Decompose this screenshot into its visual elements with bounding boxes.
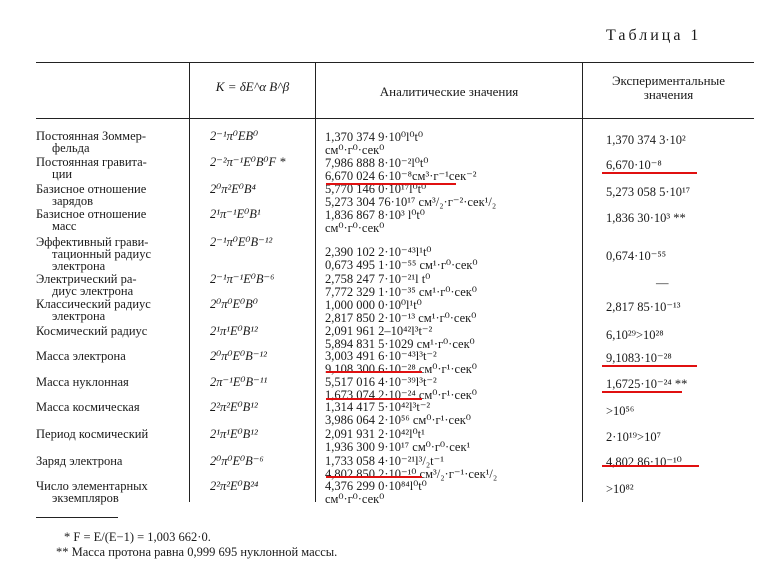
row-name: [36, 480, 186, 504]
footnote-rule: [36, 517, 118, 518]
underline-nucleon-mass-analytic: [326, 398, 422, 400]
row-formula: 2²π²E⁰B²⁴: [210, 479, 259, 493]
row-formula: 2⁻¹π⁰E⁰B⁻¹²: [210, 235, 273, 249]
row-analytic-value: 2,758 247 7·10⁻²¹l t⁰: [325, 272, 431, 286]
row-analytic-value: 2,091 961 2–10⁴²l³t⁻²: [325, 324, 433, 338]
row-analytic-value: 0,673 495 1·10⁻⁵⁵ см¹·г⁰·сек⁰: [325, 257, 478, 272]
row-name: [36, 455, 186, 467]
row-experimental-value: 9,1083·10⁻²⁸: [606, 351, 672, 365]
row-analytic-value: 1,314 417 5·10⁴²l³t⁻²: [325, 400, 431, 414]
header-experimental-line2: значения: [643, 87, 694, 102]
underline-charge-exp: [602, 465, 699, 467]
row-analytic-value: 3,986 064 2·10⁵⁶ см⁰·г¹·сек⁰: [325, 412, 471, 427]
row-experimental-value: 2,817 85·10⁻¹³: [606, 300, 681, 314]
row-analytic-value: 6,670 024 6·10⁻⁸см³·г⁻¹сек⁻²: [325, 168, 477, 183]
row-name: [36, 156, 186, 180]
row-analytic-value: 2,817 850 2·10⁻¹³ см¹·г⁰·сек⁰: [325, 310, 477, 325]
row-analytic-value: 3,003 491 6·10⁻⁴³l³t⁻²: [325, 349, 437, 363]
row-name-line: Постоянная Зоммер-: [36, 129, 147, 143]
row-experimental-value: 5,273 058 5·10¹⁷: [606, 185, 691, 199]
row-formula: 2π⁻¹E⁰B⁻¹¹: [210, 375, 268, 389]
row-formula: 2⁻¹π⁻¹E⁰B⁻⁶: [210, 272, 275, 286]
header-formula-text: K = δE^α B^β: [215, 79, 290, 94]
row-formula: 2⁻¹π⁰EB⁰: [210, 129, 259, 143]
header-experimental-line1: Экспериментальные: [611, 73, 726, 88]
row-name: [36, 428, 186, 440]
row-experimental-value: >10⁵⁶: [606, 404, 635, 418]
row-analytic-value: см⁰·г⁰·сек⁰: [325, 142, 385, 157]
row-analytic-value: 1,000 000 0·10⁰l¹t⁰: [325, 298, 422, 312]
row-name-line: масс: [52, 219, 77, 233]
row-name-line: Классический радиус: [36, 297, 151, 311]
row-formula: 2⁻²π⁻¹E⁰B⁰F *: [210, 155, 286, 169]
row-formula: 2¹π⁻¹E⁰B¹: [210, 207, 261, 221]
underline-electron-mass-analytic: [326, 371, 422, 373]
row-experimental-value: 6,10²⁹>10²⁸: [606, 328, 664, 342]
row-name-line: Период космический: [36, 427, 149, 441]
underline-grav-exp: [602, 172, 697, 174]
header-analytic: Аналитические значения: [379, 84, 519, 99]
row-name: [36, 236, 186, 272]
row-name-line: Электрический ра-: [36, 272, 137, 286]
row-experimental-value: 6,670·10⁻⁸: [606, 158, 662, 172]
row-name: [36, 325, 186, 337]
row-name-line: экземпляров: [52, 491, 119, 505]
row-name-line: Масса космическая: [36, 400, 140, 414]
row-name: [36, 401, 186, 413]
row-analytic-value: 1,936 300 9·10¹⁷ см⁰·г⁰·сек¹: [325, 439, 471, 454]
row-name: [36, 183, 186, 207]
row-experimental-value: >10⁸²: [606, 482, 634, 496]
row-formula: 2¹π¹E⁰B¹²: [210, 427, 258, 441]
row-experimental-value: 1,370 374 3·10²: [606, 133, 686, 147]
row-name: [36, 350, 186, 362]
row-name-line: Космический радиус: [36, 324, 148, 338]
footnote-1: * F = E/(E−1) = 1,003 662·0.: [64, 530, 211, 544]
row-name-line: зарядов: [52, 194, 93, 208]
row-experimental-value: 1,6725·10⁻²⁴ **: [606, 377, 688, 391]
row-experimental-value: —: [656, 276, 669, 290]
header-bottom-rule: [36, 118, 754, 119]
footnote-2: ** Масса протона равна 0,999 695 нуклонной массы.: [56, 545, 338, 559]
row-analytic-value: 2,390 102 2·10⁻⁴³l¹t⁰: [325, 245, 432, 259]
underline-grav-analytic: [326, 183, 456, 185]
row-name: [36, 130, 186, 154]
underline-charge-analytic: [326, 476, 422, 478]
row-name-line: Число элементарных: [36, 479, 148, 493]
row-name-line: электрона: [52, 259, 106, 273]
row-analytic-value: 4,802 850 2·10⁻¹⁰ см³/₂·г⁻¹·сек¹/₂: [325, 466, 498, 481]
row-analytic-value: 5,770 146 0·10¹⁷l⁰t⁰: [325, 182, 427, 196]
row-analytic-value: 4,376 299 0·10⁸⁴l⁰t⁰: [325, 479, 427, 493]
row-analytic-value: 9,108 300 6·10⁻²⁸ см⁰·г¹·сек⁰: [325, 361, 477, 376]
row-analytic-value: см⁰·г⁰·сек⁰: [325, 220, 385, 235]
header-formula: [190, 80, 315, 94]
row-name-line: Базисное отношение: [36, 207, 147, 221]
row-name-line: ции: [52, 167, 73, 181]
row-formula: 2⁰π⁰E⁰B⁻⁶: [210, 454, 264, 468]
table-top-rule: [36, 62, 754, 63]
column-divider-1: [189, 62, 190, 502]
row-name-line: Масса электрона: [36, 349, 126, 363]
row-name-line: диус электрона: [52, 284, 134, 298]
row-analytic-value: 5,273 304 76·10¹⁷ см³/₂·г⁻²·сек¹/₂: [325, 194, 497, 209]
row-analytic-value: 5,894 831 5·1029 см¹·г⁰·сек⁰: [325, 336, 475, 351]
row-experimental-value: 1,836 30·10³ **: [606, 211, 686, 225]
row-analytic-value: см⁰·г⁰·сек⁰: [325, 491, 385, 506]
row-name: [36, 273, 186, 297]
row-experimental-value: 4,802 86·10⁻¹⁰: [606, 455, 682, 469]
row-formula: 2⁰π⁰E⁰B⁰: [210, 297, 258, 311]
row-name-line: электрона: [52, 309, 106, 323]
row-name: [36, 298, 186, 322]
row-formula: 2⁰π⁰E⁰B⁻¹²: [210, 349, 267, 363]
row-experimental-value: 2·10¹⁹>10⁷: [606, 430, 661, 444]
column-divider-3: [582, 62, 583, 502]
row-name-line: тационный радиус: [52, 247, 152, 261]
header-experimental: [583, 74, 754, 102]
row-analytic-value: 1,370 374 9·10⁰l⁰t⁰: [325, 130, 424, 144]
row-name: [36, 208, 186, 232]
underline-electron-mass-exp: [602, 365, 697, 367]
row-analytic-value: 1,733 058 4·10⁻²¹l³/₂t⁻¹: [325, 454, 445, 468]
column-divider-2: [315, 62, 316, 502]
row-analytic-value: 1,673 074 2·10⁻²⁴ см⁰·г¹·сек⁰: [325, 387, 477, 402]
row-analytic-value: 7,772 329 1·10⁻³⁵ см¹·г⁰·сек⁰: [325, 284, 477, 299]
row-formula: 2⁰π²E⁰B⁴: [210, 182, 256, 196]
row-analytic-value: 5,517 016 4·10⁻³⁹l³t⁻²: [325, 375, 437, 389]
row-analytic-value: 7,986 888 8·10⁻²l⁰t⁰: [325, 156, 429, 170]
row-name-line: Заряд электрона: [36, 454, 123, 468]
row-formula: 2¹π¹E⁰B¹²: [210, 324, 258, 338]
row-name-line: Базисное отношение: [36, 182, 147, 196]
row-analytic-value: 2,091 931 2·10⁴²l⁰t¹: [325, 427, 425, 441]
row-name-line: фельда: [52, 141, 90, 155]
row-name-line: Масса нуклонная: [36, 375, 129, 389]
row-formula: 2²π²E⁰B¹²: [210, 400, 258, 414]
row-name-line: Эффективный грави-: [36, 235, 149, 249]
row-name-line: Постоянная гравита-: [36, 155, 147, 169]
row-analytic-value: 1,836 867 8·10³ l⁰t⁰: [325, 208, 425, 222]
underline-nucleon-mass-exp: [602, 391, 682, 393]
table-title: Таблица 1: [606, 27, 702, 44]
row-experimental-value: 0,674·10⁻⁵⁵: [606, 249, 667, 263]
row-name: [36, 376, 186, 388]
